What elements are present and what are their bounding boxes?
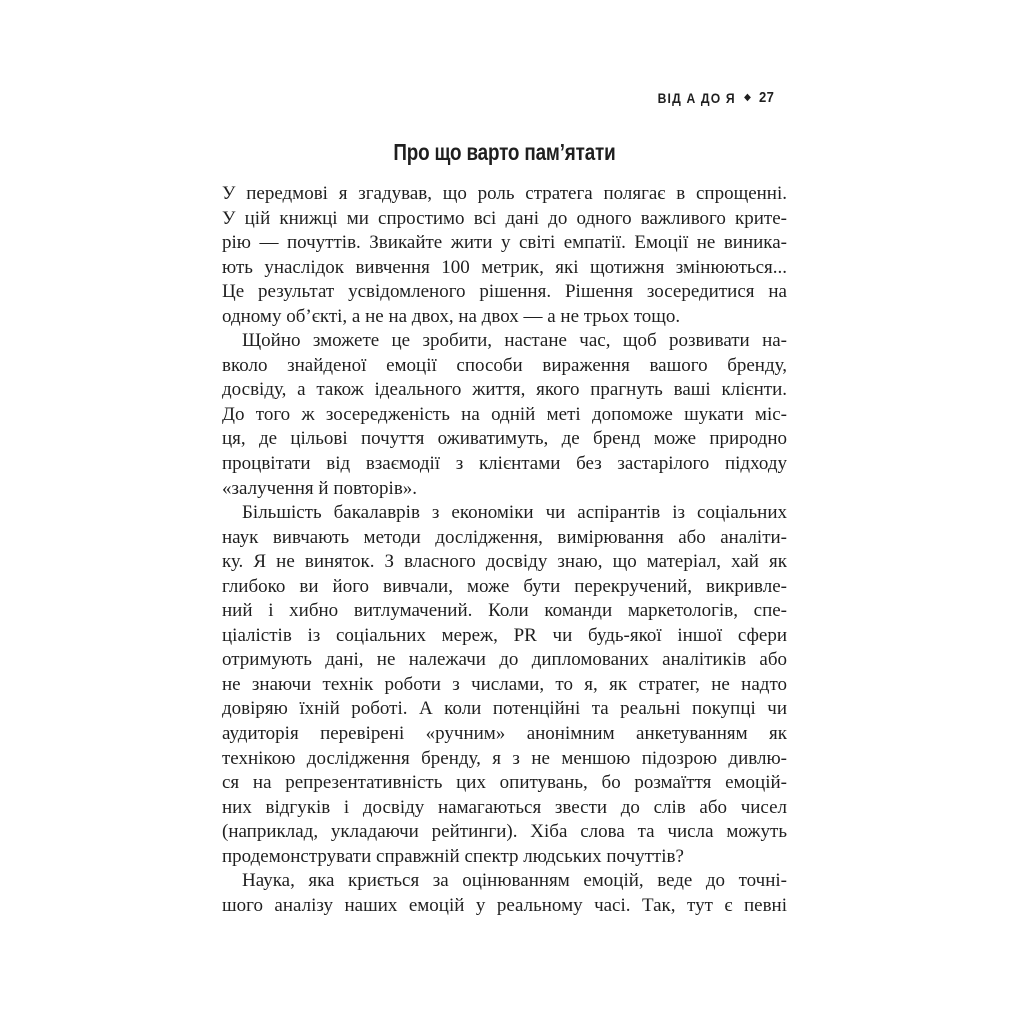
text-line: ку. Я не виняток. З власного досвіду знаю, що матеріал, хай як [222, 551, 787, 573]
text-line: не знаючи технік роботи з числами, то я, як стратег, не надто [222, 673, 787, 695]
text-line: шого аналізу наших емоцій у реальному часі. Так, тут є певні [222, 894, 787, 916]
text-line: (наприклад, укладаючи рейтинги). Хіба слова та числа можуть [222, 821, 787, 843]
text-line: ся на репрезентативність цих опитувань, бо розмаїття емоцій- [222, 772, 787, 794]
text-line: процвітати від взаємодії з клієнтами без застарілого підходу [222, 453, 787, 475]
section-title [222, 138, 787, 166]
text-line: рію — почуттів. Звикайте жити у світі емпатії. Емоції не виника- [222, 232, 787, 254]
text-line: глибоко ви його вивчали, може бути перекручений, викривле- [222, 575, 787, 597]
text-line: вколо знайденої емоції способи вираження вашого бренду, [222, 354, 787, 376]
text-line: технікою дослідження бренду, я з не меншою підозрою дивлю- [222, 747, 787, 769]
paragraph [222, 501, 787, 869]
text-line: аудиторія перевірені «ручним» анонімним анкетуванням як [222, 723, 787, 745]
text-line: наук вивчають методи дослідження, вимірювання або аналіти- [222, 526, 787, 548]
text-line: ціалістів із соціальних мереж, PR чи будь-якої іншої сфери [222, 624, 787, 646]
text-line: ють унаслідок вивчення 100 метрик, які щотижня змінюються... [222, 256, 787, 278]
section-title-text: Про що варто пам’ятати [393, 139, 616, 165]
paragraph [222, 182, 787, 329]
paragraph [222, 329, 787, 501]
text-line: ця, де цільові почуття оживатимуть, де бренд може природно [222, 428, 787, 450]
text-line: «залучення й повторів». [222, 477, 418, 499]
text-line: одному об’єкті, а не на двох, на двох — а не трьох тощо. [222, 305, 681, 327]
text-line: У цій книжці ми спростимо всі дані до одного важливого крите- [222, 207, 787, 229]
text-line: Більшість бакалаврів з економіки чи аспірантів із соціальних [242, 502, 787, 524]
text-line: продемонструвати справжній спектр людських почуттів? [222, 845, 684, 867]
text-line: До того ж зосередженість на одній меті допоможе шукати міс- [222, 403, 787, 425]
text-line: Щойно зможете це зробити, настане час, щоб розвивати на- [242, 330, 787, 352]
page-number: 27 [758, 90, 775, 106]
paragraph [222, 869, 787, 918]
text-line: отримують дані, не належачи до дипломованих аналітиків або [222, 649, 787, 671]
text-line: У передмові я згадував, що роль стратега полягає в спрощенні. [222, 183, 787, 204]
text-line: них відгуків і досвіду намагаються звести до слів або чисел [222, 796, 787, 818]
running-header [279, 90, 788, 106]
running-title: ВІД А ДО Я [657, 90, 736, 106]
diamond-icon: ◆ [743, 91, 751, 103]
text-line: Наука, яка криється за оцінюванням емоцій, веде до точні- [242, 870, 787, 892]
text-line: досвіду, а також ідеального життя, якого прагнуть ваші клієнти. [222, 379, 787, 401]
text-line: довіряю їхній роботі. А коли потенційні та реальні покупці чи [222, 698, 787, 720]
text-line: ний і хибно витлумачений. Коли команди маркетологів, спе- [222, 600, 787, 622]
body-text [222, 182, 787, 918]
text-line: Це результат усвідомленого рішення. Рішення зосередитися на [222, 281, 787, 303]
